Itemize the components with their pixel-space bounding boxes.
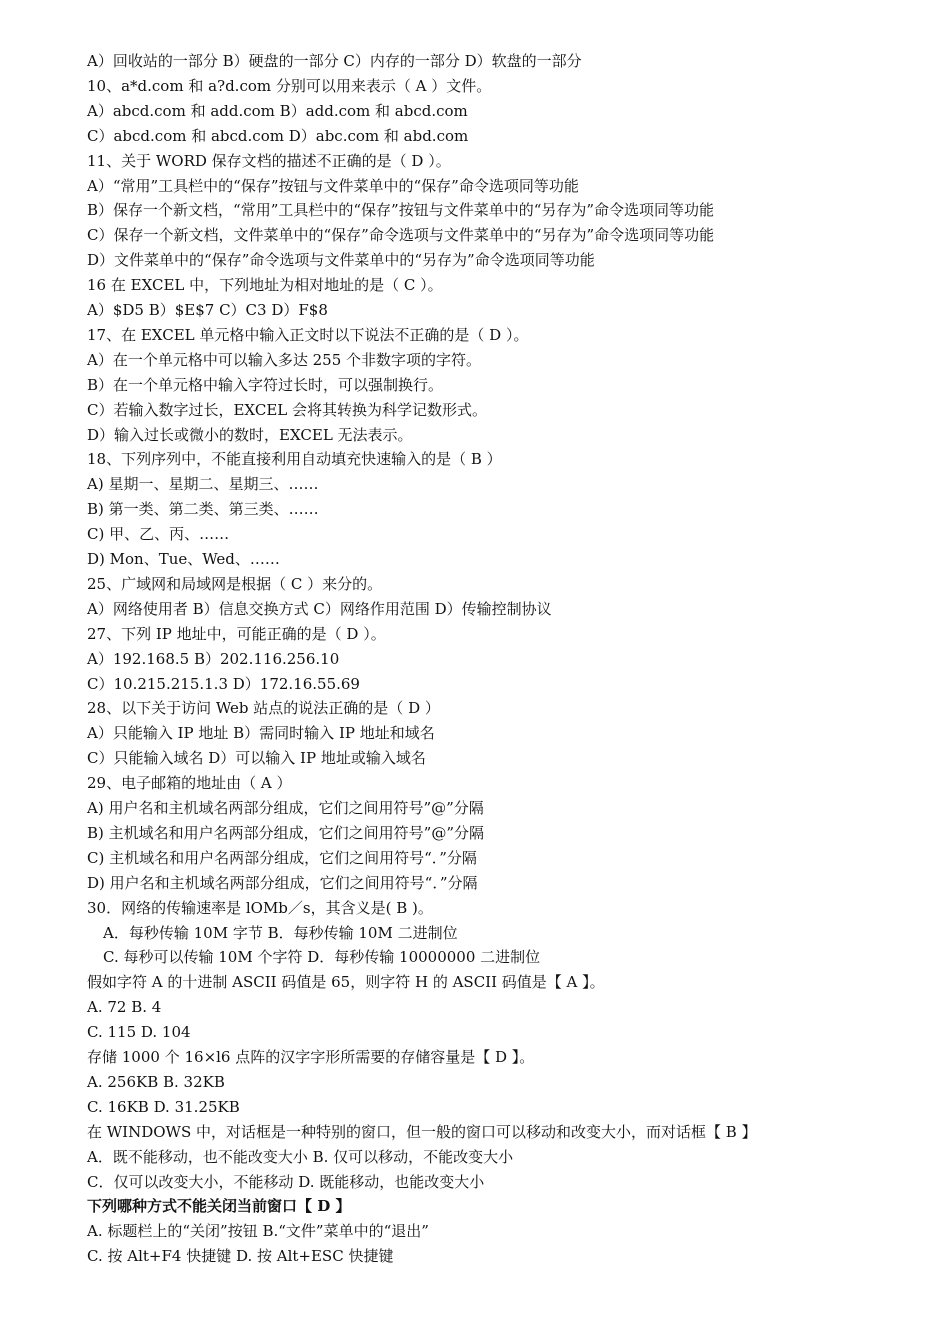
text-line: C. 16KB D. 31.25KB <box>87 1097 240 1116</box>
text-line: 27、下列 IP 地址中，可能正确的是（ D ）。 <box>87 624 386 643</box>
text-line: A. 72 B. 4 <box>87 998 162 1017</box>
text-line: 假如字符 A 的十进制 ASCII 码值是 65，则字符 H 的 ASCII 码值是【 A 】。 <box>87 973 605 992</box>
text-line: A. 标题栏上的“关闭”按钮 B.“文件”菜单中的“退出” <box>87 1222 429 1241</box>
text-line: C）若输入数字过长，EXCEL 会将其转换为科学记数形式。 <box>87 400 487 419</box>
text-line: B) 主机域名和用户名两部分组成，它们之间用符号”@”分隔 <box>87 823 484 842</box>
text-line: 17、在 EXCEL 单元格中输入正文时以下说法不正确的是（ D ）。 <box>87 325 529 344</box>
text-line: 11、关于 WORD 保存文档的描述不正确的是（ D ）。 <box>87 151 451 170</box>
text-line: 16 在 EXCEL 中，下列地址为相对地址的是（ C ）。 <box>87 276 443 295</box>
text-line: 10、a*d.com 和 a?d.com 分别可以用来表示（ A ）文件。 <box>87 76 492 95</box>
text-line: B) 第一类、第二类、第三类、…… <box>87 500 319 519</box>
text-line: B）保存一个新文档，“常用”工具栏中的“保存”按钮与文件菜单中的“另存为”命令选项同等功能 <box>87 201 715 220</box>
text-line: D）文件菜单中的“保存”命令选项与文件菜单中的“另存为”命令选项同等功能 <box>87 251 595 270</box>
text-line: A）只能输入 IP 地址 B）需同时输入 IP 地址和域名 <box>87 724 435 743</box>
text-line: D) 用户名和主机域名两部分组成，它们之间用符号“．”分隔 <box>87 873 478 892</box>
text-line: 28、以下关于访问 Web 站点的说法正确的是（ D ） <box>87 699 440 718</box>
text-line: A）回收站的一部分 B）硬盘的一部分 C）内存的一部分 D）软盘的一部分 <box>87 52 582 70</box>
text-line: A) 用户名和主机域名两部分组成，它们之间用符号”@”分隔 <box>87 799 484 817</box>
text-line: A）192.168.5 B）202.116.256.10 <box>87 649 340 668</box>
text-line: C. 115 D. 104 <box>87 1023 191 1042</box>
text-line: 29、电子邮箱的地址由（ A ） <box>87 774 292 793</box>
text-line: C. 每秒可以传输 10M 个字符 D．每秒传输 10000000 二进制位 <box>103 948 541 967</box>
text-line: A）在一个单元格中可以输入多达 255 个非数字项的字符。 <box>87 350 482 369</box>
text-line: A）abcd.com 和 add.com B）add.com 和 abcd.com <box>87 101 468 120</box>
text-line: C）abcd.com 和 abcd.com D）abc.com 和 abd.com <box>87 126 469 145</box>
text-line: A）$D5 B）$E$7 C）C3 D）F$8 <box>87 301 328 319</box>
text-line: 18、下列序列中，不能直接利用自动填充快速输入的是（ B ） <box>87 450 502 469</box>
text-line: C）10.215.215.1.3 D）172.16.55.69 <box>87 674 360 693</box>
text-line: A. 256KB B. 32KB <box>87 1072 225 1091</box>
text-line: 25、广域网和局域网是根据（ C ）来分的。 <box>87 574 383 593</box>
text-line: C. 按 Alt+F4 快捷键 D. 按 Alt+ESC 快捷键 <box>87 1247 394 1266</box>
text-line: A) 星期一、星期二、星期三、…… <box>87 475 319 494</box>
text-line: A．既不能移动，也不能改变大小 B. 仅可以移动，不能改变大小 <box>87 1147 514 1166</box>
text-line: A．每秒传输 10M 字节 B．每秒传输 10M 二进制位 <box>103 923 458 942</box>
text-line: C）保存一个新文档，文件菜单中的“保存”命令选项与文件菜单中的“另存为”命令选项同等功能 <box>87 226 715 245</box>
text-line: A）“常用”工具栏中的“保存”按钮与文件菜单中的“保存”命令选项同等功能 <box>87 176 579 195</box>
text-line: D）输入过长或微小的数时，EXCEL 无法表示。 <box>87 425 413 444</box>
text-line: C．仅可以改变大小，不能移动 D. 既能移动，也能改变大小 <box>87 1172 485 1191</box>
text-line: 下列哪种方式不能关闭当前窗口【 D 】 <box>87 1197 351 1216</box>
text-line: B）在一个单元格中输入字符过长时，可以强制换行。 <box>87 375 444 394</box>
text-line: C) 主机域名和用户名两部分组成，它们之间用符号“．”分隔 <box>87 848 477 867</box>
text-line: C）只能输入域名 D）可以输入 IP 地址或输入域名 <box>87 749 426 768</box>
text-line: D) Mon、Tue、Wed、…… <box>87 550 280 568</box>
text-line: 30．网络的传输速率是 lOMb／s，其含义是( B )。 <box>87 898 433 917</box>
text-line: A）网络使用者 B）信息交换方式 C）网络作用范围 D）传输控制协议 <box>87 599 552 618</box>
text-line: C) 甲、乙、丙、…… <box>87 525 230 544</box>
text-line: 在 WINDOWS 中，对话框是一种特别的窗口，但一般的窗口可以移动和改变大小，而对话框【 B 】 <box>87 1122 757 1141</box>
text-line: 存储 1000 个 16×l6 点阵的汉字字形所需要的存储容量是【 D 】。 <box>87 1048 535 1066</box>
